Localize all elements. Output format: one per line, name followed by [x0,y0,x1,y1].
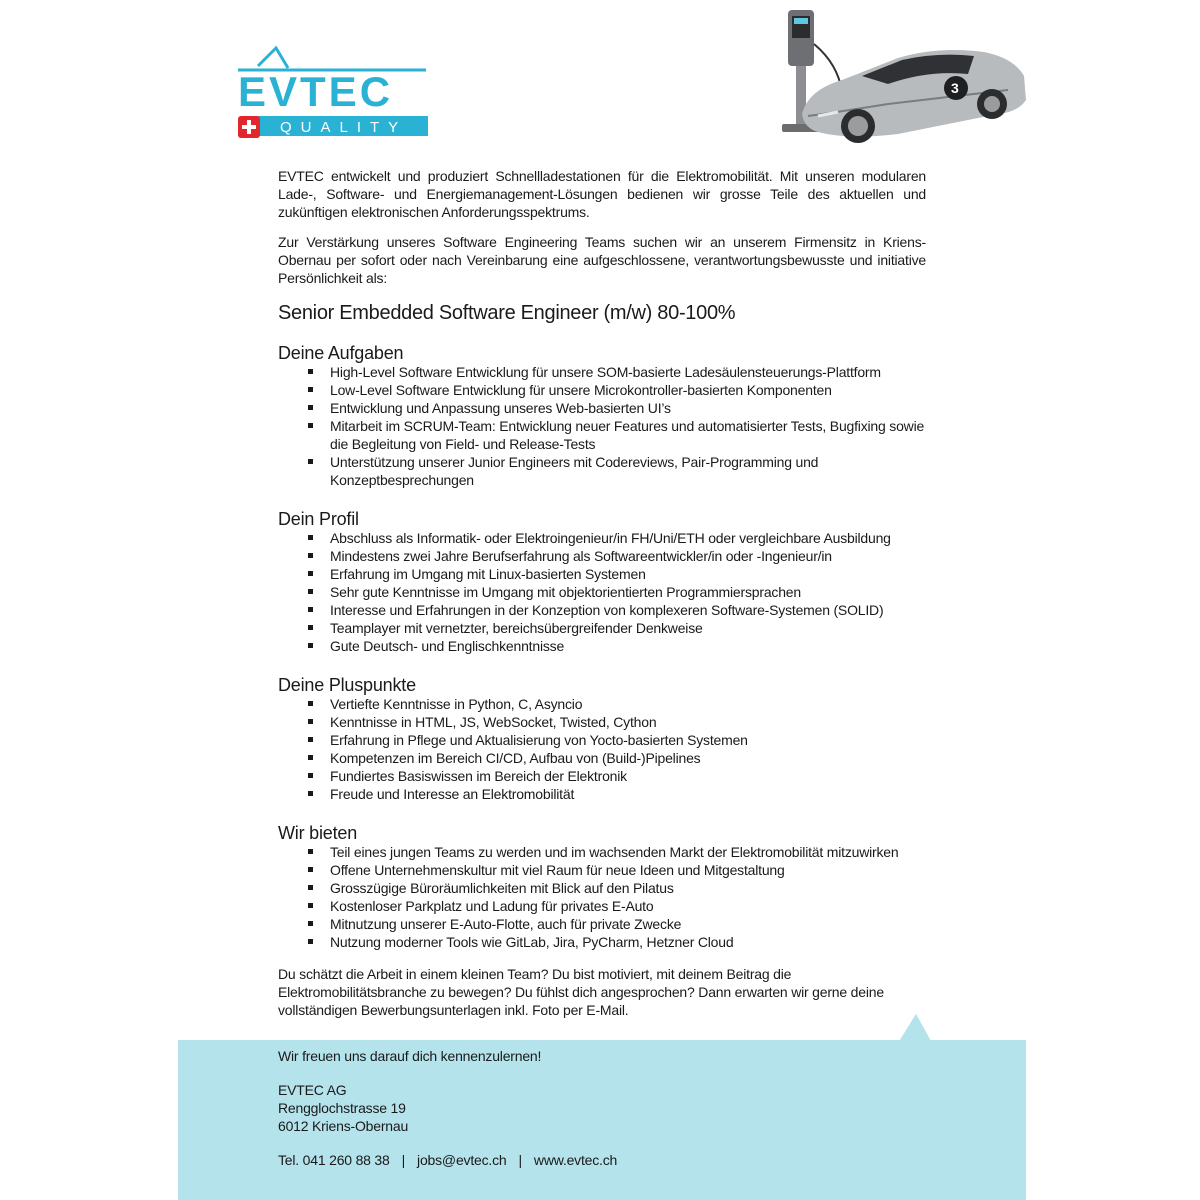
list-item: Erfahrung im Umgang mit Linux-basierten Systemen [278,565,926,583]
list-item: Sehr gute Kenntnisse im Umgang mit objektorientierten Programmiersprachen [278,583,926,601]
list-item: Unterstützung unserer Junior Engineers mit Codereviews, Pair-Programming und Konzeptbesprechungen [278,453,926,489]
list-item: Abschluss als Informatik- oder Elektroingenieur/in FH/Uni/ETH oder vergleichbare Ausbildung [278,529,926,547]
list-item: Erfahrung in Pflege und Aktualisierung von Yocto-basierten Systemen [278,731,926,749]
list-item: Fundiertes Basiswissen im Bereich der Elektronik [278,767,926,785]
company-name: EVTEC AG [278,1082,347,1098]
list-item: Entwicklung und Anpassung unseres Web-basierten UI’s [278,399,926,417]
section-title-bieten: Wir bieten [278,823,358,843]
svg-text:EVTEC: EVTEC [238,68,394,115]
list-item: Grosszügige Büroräumlichkeiten mit Blick auf den Pilatus [278,879,926,897]
separator: | [401,1152,406,1168]
closing-paragraph: Du schätzt die Arbeit in einem kleinen Team? Du bist motiviert, mit deinem Beitrag die Elektromobilitätsbranche zu bewegen? Du fühlst dich angesprochen? Dann erwarten wir gerne deine vollständigen Bewerbungsunterlagen inkl. Foto per E-Mail. [278,966,884,1018]
evtec-quality-logo [236,44,432,140]
list-item: Gute Deutsch- und Englischkenntnisse [278,637,926,655]
list-item: Low-Level Software Entwicklung für unsere Microkontroller-basierten Komponenten [278,381,926,399]
list-item: High-Level Software Entwicklung für unsere SOM-basierte Ladesäulensteuerungs-Plattform [278,363,926,381]
bieten-list [278,843,926,951]
phone-number: Tel. 041 260 88 38 [278,1152,390,1168]
profil-list [278,529,926,655]
list-item: Freude und Interesse an Elektromobilität [278,785,926,803]
separator: | [518,1152,522,1168]
list-item: Kenntnisse in HTML, JS, WebSocket, Twisted, Cython [278,713,926,731]
footer [278,1047,918,1169]
svg-text:QUALITY: QUALITY [280,119,408,136]
list-item: Offene Unternehmenskultur mit viel Raum für neue Ideen und Mitgestaltung [278,861,926,879]
footer-greeting: Wir freuen uns darauf dich kennenzulernen! [278,1048,542,1064]
list-item: Nutzung moderner Tools wie GitLab, Jira, PyCharm, Hetzner Cloud [278,933,926,951]
svg-text:3: 3 [951,80,959,96]
aufgaben-list [278,363,926,489]
website-link[interactable]: www.evtec.ch [533,1152,618,1168]
list-item: Teamplayer mit vernetzter, bereichsübergreifender Denkweise [278,619,926,637]
list-item: Interesse und Erfahrungen in der Konzeption von komplexeren Software-Systemen (SOLID) [278,601,926,619]
list-item: Kostenloser Parkplatz und Ladung für privates E-Auto [278,897,926,915]
intro-paragraph-2: Zur Verstärkung unseres Software Engineering Teams suchen wir an unserem Firmensitz in Kriens-Obernau per sofort oder nach Vereinbarung eine aufgeschlossene, verantwortungsbewusste und initiative Persönlichkeit als: [278,234,926,286]
list-item: Teil eines jungen Teams zu werden und im wachsenden Markt der Elektromobilität mitzuwirken [278,843,926,861]
intro-paragraph-1: EVTEC entwickelt und produziert Schnellladestationen für die Elektromobilität. Mit unseren modularen Lade-, Software- und Energiemanagement-Lösungen bedienen wir grosse Teile des aktuellen und zukünftigen elektronischen Anforderungsspektrums. [278,168,926,220]
list-item: Kompetenzen im Bereich CI/CD, Aufbau von (Build-)Pipelines [278,749,926,767]
contact-line [278,1151,918,1169]
footer-notch-shape [900,1014,1026,1094]
list-item: Vertiefte Kenntnisse in Python, C, Asyncio [278,695,926,713]
job-title: Senior Embedded Software Engineer (m/w) 80-100% [278,302,736,324]
email-link[interactable]: jobs@evtec.ch [417,1152,507,1168]
pluspunkte-list [278,695,926,803]
section-title-aufgaben: Deine Aufgaben [278,343,404,363]
list-item: Mitarbeit im SCRUM-Team: Entwicklung neuer Features und automatisierter Tests, Bugfixing sowie die Begleitung von Field- und Release-Tests [278,417,926,453]
main-content [278,167,926,1019]
section-title-pluspunkte: Deine Pluspunkte [278,675,416,695]
section-title-profil: Dein Profil [278,509,359,529]
company-street: Rengglochstrasse 19 [278,1100,406,1116]
ev-car-charger-image [778,4,1028,154]
list-item: Mindestens zwei Jahre Berufserfahrung als Softwareentwickler/in oder -Ingenieur/in [278,547,926,565]
company-city: 6012 Kriens-Obernau [278,1118,409,1134]
list-item: Mitnutzung unserer E-Auto-Flotte, auch für private Zwecke [278,915,926,933]
